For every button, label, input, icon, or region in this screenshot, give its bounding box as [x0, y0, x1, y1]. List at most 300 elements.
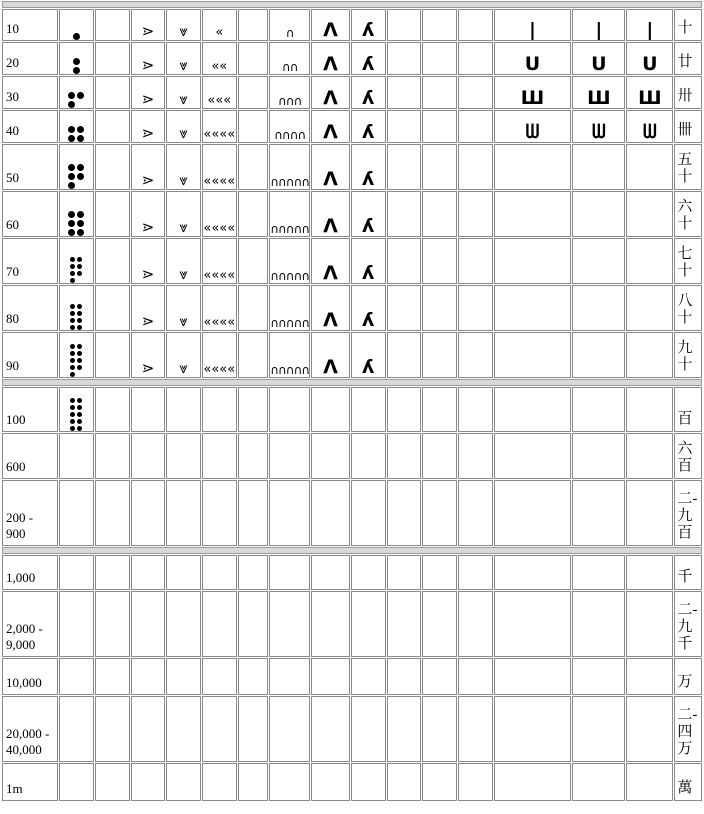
value-label: 10	[2, 9, 58, 41]
glyph-cell	[458, 591, 493, 657]
glyph-cell	[387, 191, 422, 237]
oracle-glyph: Ш	[638, 87, 662, 109]
glyph-cell	[166, 332, 201, 378]
symbol-glyph: ⋗	[141, 171, 155, 189]
glyph-cell	[458, 763, 493, 801]
glyph-cell	[572, 238, 625, 284]
value-label: 200 - 900	[2, 480, 58, 546]
glyph-cell	[494, 658, 572, 695]
symbol-glyph: ««««	[203, 268, 236, 283]
value-label: 90	[2, 332, 58, 378]
symbol-glyph: ««««	[203, 174, 236, 189]
symbol-glyph: ʎ	[362, 87, 375, 109]
glyph-cell	[458, 42, 493, 75]
oracle-glyph: Ш	[520, 87, 545, 109]
glyph-cell	[351, 9, 386, 41]
arch-glyph: ∩∩∩∩∩	[270, 175, 310, 189]
glyph-cell	[131, 433, 166, 479]
numeral-row	[2, 191, 702, 237]
symbol-glyph: Λ	[323, 215, 338, 237]
oracle-glyph: U	[591, 53, 607, 75]
glyph-cell	[458, 9, 493, 41]
glyph-cell	[351, 763, 386, 801]
glyph-cell	[494, 555, 572, 590]
glyph-cell	[59, 433, 94, 479]
value-label: 50	[2, 144, 58, 190]
glyph-cell	[572, 76, 625, 109]
symbol-glyph: Λ	[323, 356, 338, 378]
glyph-cell	[131, 387, 166, 432]
glyph-cell	[311, 144, 350, 190]
glyph-cell	[202, 76, 237, 109]
glyph-cell	[626, 9, 673, 41]
chinese-numeral: 五十	[674, 144, 702, 190]
glyph-cell	[351, 76, 386, 109]
glyph-cell	[131, 9, 166, 41]
glyph-cell	[131, 480, 166, 546]
glyph-cell	[494, 763, 572, 801]
glyph-cell	[311, 387, 350, 432]
symbol-glyph: Λ	[323, 53, 338, 75]
glyph-cell	[351, 433, 386, 479]
chinese-numeral: 六百	[674, 433, 702, 479]
numeral-row	[2, 9, 702, 41]
glyph-cell	[422, 591, 457, 657]
glyph-cell	[458, 76, 493, 109]
glyph-cell	[95, 332, 130, 378]
glyph-cell	[311, 332, 350, 378]
glyph-cell	[494, 144, 572, 190]
symbol-glyph: «	[215, 25, 224, 40]
glyph-cell	[626, 110, 673, 143]
glyph-cell	[311, 555, 350, 590]
glyph-cell	[269, 238, 310, 284]
glyph-cell	[59, 591, 94, 657]
chinese-numeral: 千	[674, 555, 702, 590]
glyph-cell	[59, 144, 94, 190]
glyph-cell	[311, 696, 350, 762]
chinese-numeral: 卅	[674, 76, 702, 109]
glyph-cell	[494, 591, 572, 657]
glyph-cell	[95, 658, 130, 695]
glyph-cell	[626, 555, 673, 590]
symbol-glyph: ⋗	[141, 359, 155, 377]
glyph-cell	[269, 387, 310, 432]
glyph-cell	[269, 555, 310, 590]
glyph-cell	[626, 285, 673, 331]
arch-glyph: ∩	[285, 26, 294, 40]
glyph-cell	[572, 658, 625, 695]
glyph-cell	[59, 42, 94, 75]
arch-glyph: ∩∩∩∩∩	[270, 363, 310, 377]
glyph-cell	[458, 696, 493, 762]
glyph-cell	[59, 238, 94, 284]
glyph-cell	[572, 9, 625, 41]
symbol-glyph: Λ	[323, 309, 338, 331]
glyph-cell	[238, 387, 269, 432]
symbol-glyph: ʎ	[362, 309, 375, 331]
glyph-cell	[311, 110, 350, 143]
glyph-cell	[202, 238, 237, 284]
glyph-cell	[387, 763, 422, 801]
glyph-cell	[572, 480, 625, 546]
glyph-cell	[351, 42, 386, 75]
glyph-cell	[238, 433, 269, 479]
glyph-cell	[626, 332, 673, 378]
numeral-row	[2, 285, 702, 331]
arch-glyph: ∩∩∩∩	[274, 128, 306, 142]
glyph-cell	[351, 696, 386, 762]
value-label: 20,000 - 40,000	[2, 696, 58, 762]
numeral-row	[2, 42, 702, 75]
glyph-cell	[202, 658, 237, 695]
glyph-cell	[387, 110, 422, 143]
symbol-glyph: ⋗	[141, 265, 155, 283]
glyph-cell	[202, 387, 237, 432]
oracle-glyph: |	[529, 19, 536, 41]
glyph-cell	[494, 285, 572, 331]
glyph-cell	[351, 591, 386, 657]
value-label: 600	[2, 433, 58, 479]
glyph-cell	[202, 480, 237, 546]
glyph-cell	[387, 555, 422, 590]
glyph-cell	[131, 144, 166, 190]
glyph-cell	[494, 332, 572, 378]
symbol-glyph: ⩔	[179, 90, 188, 108]
glyph-cell	[351, 387, 386, 432]
glyph-cell	[166, 285, 201, 331]
glyph-cell	[311, 480, 350, 546]
symbol-glyph: ʎ	[362, 356, 375, 378]
symbol-glyph: ⋗	[141, 218, 155, 236]
glyph-cell	[131, 332, 166, 378]
glyph-cell	[95, 387, 130, 432]
arch-glyph: ∩∩	[281, 60, 298, 74]
glyph-cell	[131, 42, 166, 75]
glyph-cell	[166, 9, 201, 41]
glyph-cell	[458, 191, 493, 237]
glyph-cell	[166, 191, 201, 237]
glyph-cell	[269, 433, 310, 479]
oracle-glyph: U	[524, 53, 541, 75]
symbol-glyph: Λ	[323, 19, 338, 41]
glyph-cell	[202, 433, 237, 479]
glyph-cell	[131, 658, 166, 695]
glyph-cell	[351, 191, 386, 237]
glyph-cell	[269, 658, 310, 695]
dot-numeral-glyph	[68, 126, 84, 142]
glyph-cell	[95, 696, 130, 762]
glyph-cell	[626, 387, 673, 432]
glyph-cell	[387, 480, 422, 546]
section-divider	[2, 1, 702, 8]
glyph-cell	[311, 9, 350, 41]
glyph-cell	[458, 433, 493, 479]
numeral-row	[2, 76, 702, 109]
chinese-numeral: 卌	[674, 110, 702, 143]
glyph-cell	[202, 110, 237, 143]
symbol-glyph: ʎ	[362, 262, 375, 284]
glyph-cell	[422, 387, 457, 432]
glyph-cell	[238, 285, 269, 331]
glyph-cell	[387, 591, 422, 657]
value-label: 60	[2, 191, 58, 237]
symbol-glyph: ««««	[203, 362, 236, 377]
glyph-cell	[494, 433, 572, 479]
arch-glyph: ∩∩∩	[278, 94, 302, 108]
glyph-cell	[59, 285, 94, 331]
glyph-cell	[626, 238, 673, 284]
symbol-glyph: ʎ	[362, 168, 375, 190]
glyph-cell	[202, 191, 237, 237]
glyph-cell	[494, 696, 572, 762]
glyph-cell	[626, 696, 673, 762]
glyph-cell	[131, 696, 166, 762]
dot-numeral-glyph	[70, 257, 82, 283]
oracle-glyph: ᗯ	[642, 121, 657, 143]
chinese-numeral: 万	[674, 658, 702, 695]
glyph-cell	[238, 591, 269, 657]
glyph-cell	[269, 42, 310, 75]
glyph-cell	[95, 9, 130, 41]
glyph-cell	[202, 696, 237, 762]
glyph-cell	[311, 763, 350, 801]
symbol-glyph: ⩔	[179, 312, 188, 330]
glyph-cell	[458, 238, 493, 284]
chinese-numeral: 二-四万	[674, 696, 702, 762]
glyph-cell	[202, 285, 237, 331]
glyph-cell	[59, 110, 94, 143]
arch-glyph: ∩∩∩∩∩	[270, 316, 310, 330]
glyph-cell	[422, 9, 457, 41]
glyph-cell	[202, 9, 237, 41]
glyph-cell	[422, 76, 457, 109]
glyph-cell	[422, 332, 457, 378]
glyph-cell	[572, 591, 625, 657]
glyph-cell	[166, 76, 201, 109]
glyph-cell	[269, 76, 310, 109]
glyph-cell	[166, 696, 201, 762]
glyph-cell	[494, 9, 572, 41]
glyph-cell	[494, 387, 572, 432]
glyph-cell	[422, 555, 457, 590]
glyph-cell	[131, 238, 166, 284]
glyph-cell	[572, 332, 625, 378]
glyph-cell	[422, 191, 457, 237]
glyph-cell	[95, 763, 130, 801]
symbol-glyph: ʎ	[362, 121, 375, 143]
glyph-cell	[422, 696, 457, 762]
glyph-cell	[422, 42, 457, 75]
glyph-cell	[166, 110, 201, 143]
symbol-glyph: ««««	[203, 315, 236, 330]
symbol-glyph: ʎ	[362, 215, 375, 237]
glyph-cell	[269, 191, 310, 237]
glyph-cell	[166, 238, 201, 284]
value-label: 70	[2, 238, 58, 284]
glyph-cell	[422, 238, 457, 284]
dot-numeral-glyph	[70, 398, 82, 431]
glyph-cell	[269, 332, 310, 378]
symbol-glyph: ⋗	[141, 312, 155, 330]
glyph-cell	[238, 191, 269, 237]
glyph-cell	[202, 42, 237, 75]
glyph-cell	[494, 191, 572, 237]
symbol-glyph: ʎ	[362, 53, 375, 75]
glyph-cell	[351, 332, 386, 378]
glyph-cell	[269, 763, 310, 801]
symbol-glyph: ⩔	[179, 265, 188, 283]
glyph-cell	[311, 433, 350, 479]
oracle-glyph: |	[595, 19, 603, 41]
symbol-glyph: ⩔	[179, 171, 188, 189]
glyph-cell	[95, 285, 130, 331]
glyph-cell	[572, 110, 625, 143]
glyph-cell	[458, 110, 493, 143]
glyph-cell	[458, 285, 493, 331]
symbol-glyph: ⩔	[179, 22, 188, 40]
glyph-cell	[387, 658, 422, 695]
glyph-cell	[626, 42, 673, 75]
glyph-cell	[59, 191, 94, 237]
glyph-cell	[238, 555, 269, 590]
glyph-cell	[166, 144, 201, 190]
glyph-cell	[311, 42, 350, 75]
glyph-cell	[131, 763, 166, 801]
glyph-cell	[166, 387, 201, 432]
glyph-cell	[494, 238, 572, 284]
numeral-row	[2, 591, 702, 657]
glyph-cell	[351, 555, 386, 590]
oracle-glyph: Ш	[587, 87, 611, 109]
glyph-cell	[422, 285, 457, 331]
glyph-cell	[131, 76, 166, 109]
chinese-numeral: 二-九百	[674, 480, 702, 546]
glyph-cell	[311, 76, 350, 109]
glyph-cell	[626, 591, 673, 657]
glyph-cell	[59, 555, 94, 590]
glyph-cell	[202, 332, 237, 378]
numeral-row	[2, 480, 702, 546]
glyph-cell	[238, 332, 269, 378]
glyph-cell	[311, 658, 350, 695]
glyph-cell	[311, 191, 350, 237]
glyph-cell	[238, 238, 269, 284]
glyph-cell	[269, 9, 310, 41]
dot-numeral-glyph	[70, 344, 82, 377]
glyph-cell	[387, 285, 422, 331]
glyph-cell	[59, 387, 94, 432]
glyph-cell	[269, 144, 310, 190]
dot-numeral-glyph	[73, 58, 80, 74]
oracle-glyph: ᗯ	[591, 121, 606, 143]
glyph-cell	[95, 191, 130, 237]
symbol-glyph: ⩔	[179, 56, 188, 74]
glyph-cell	[572, 191, 625, 237]
glyph-cell	[202, 144, 237, 190]
glyph-cell	[387, 238, 422, 284]
numeral-row	[2, 238, 702, 284]
arch-glyph: ∩∩∩∩∩	[270, 222, 310, 236]
numeral-row	[2, 387, 702, 432]
glyph-cell	[494, 42, 572, 75]
symbol-glyph: Λ	[323, 87, 338, 109]
glyph-cell	[166, 555, 201, 590]
glyph-cell	[387, 696, 422, 762]
numeral-row	[2, 658, 702, 695]
glyph-cell	[494, 76, 572, 109]
glyph-cell	[269, 480, 310, 546]
glyph-cell	[572, 285, 625, 331]
glyph-cell	[166, 480, 201, 546]
glyph-cell	[166, 433, 201, 479]
glyph-cell	[494, 480, 572, 546]
glyph-cell	[351, 480, 386, 546]
glyph-cell	[238, 658, 269, 695]
glyph-cell	[269, 285, 310, 331]
value-label: 20	[2, 42, 58, 75]
chinese-numeral: 八十	[674, 285, 702, 331]
glyph-cell	[238, 144, 269, 190]
symbol-glyph: ⩔	[179, 218, 188, 236]
glyph-cell	[95, 238, 130, 284]
glyph-cell	[626, 191, 673, 237]
numeral-row	[2, 144, 702, 190]
dot-numeral-glyph	[68, 92, 84, 108]
glyph-cell	[572, 387, 625, 432]
glyph-cell	[422, 110, 457, 143]
glyph-cell	[458, 144, 493, 190]
dot-numeral-glyph	[68, 164, 84, 189]
glyph-cell	[131, 110, 166, 143]
value-label: 10,000	[2, 658, 58, 695]
glyph-cell	[202, 591, 237, 657]
value-label: 80	[2, 285, 58, 331]
chinese-numeral: 萬	[674, 763, 702, 801]
chinese-numeral: 七十	[674, 238, 702, 284]
glyph-cell	[202, 763, 237, 801]
glyph-cell	[387, 9, 422, 41]
symbol-glyph: Λ	[323, 168, 338, 190]
glyph-cell	[626, 76, 673, 109]
dot-numeral-glyph	[70, 304, 82, 330]
glyph-cell	[351, 110, 386, 143]
oracle-glyph: ᗯ	[525, 121, 540, 143]
glyph-cell	[269, 591, 310, 657]
glyph-cell	[59, 696, 94, 762]
symbol-glyph: ««««	[203, 127, 236, 142]
glyph-cell	[59, 658, 94, 695]
glyph-cell	[494, 110, 572, 143]
glyph-cell	[572, 555, 625, 590]
glyph-cell	[572, 763, 625, 801]
glyph-cell	[166, 591, 201, 657]
chinese-numeral: 二-九千	[674, 591, 702, 657]
glyph-cell	[626, 658, 673, 695]
glyph-cell	[572, 433, 625, 479]
glyph-cell	[351, 285, 386, 331]
glyph-cell	[238, 696, 269, 762]
glyph-cell	[311, 238, 350, 284]
section-divider	[2, 379, 702, 386]
glyph-cell	[238, 763, 269, 801]
glyph-cell	[626, 144, 673, 190]
glyph-cell	[95, 480, 130, 546]
value-label: 1m	[2, 763, 58, 801]
chinese-numeral: 十	[674, 9, 702, 41]
glyph-cell	[351, 144, 386, 190]
glyph-cell	[572, 144, 625, 190]
